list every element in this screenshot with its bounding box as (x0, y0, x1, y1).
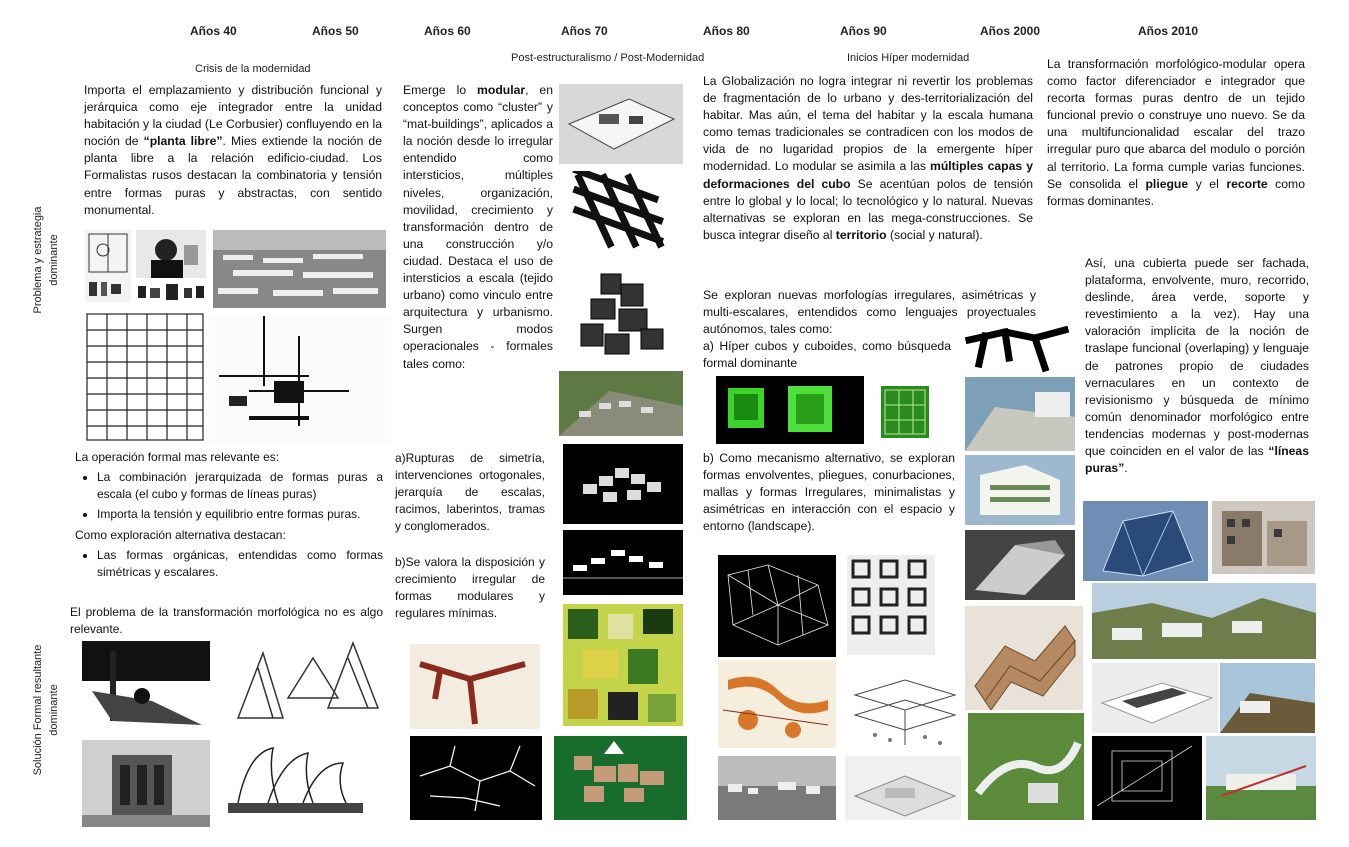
color-squares-painting (563, 604, 683, 726)
green-brown-plan (554, 736, 687, 820)
modular-term: modular (477, 83, 526, 97)
cluster-model (561, 264, 683, 364)
territorio-term: territorio (835, 227, 887, 242)
exploded-axonometric (845, 665, 961, 753)
square-pattern-grid (847, 555, 935, 655)
decade-header: Años 90 (840, 24, 887, 38)
row-label-solution (30, 630, 62, 790)
row-label-solution-line2: dominante (48, 684, 60, 736)
recorte-term: recorte (1226, 176, 1268, 191)
minimal-model (1092, 663, 1218, 733)
col1-operations (75, 449, 383, 584)
russian-constructivist-model (82, 641, 210, 731)
multiple-layers-term: múltiples capas y deformaciones del cubo (703, 159, 1033, 191)
green-hyper-cube-3 (871, 380, 939, 444)
row-label-solution-line1: Solución Formal resultante (32, 644, 44, 776)
decade-header: Años 50 (312, 24, 359, 38)
decade-header: Años 40 (190, 24, 237, 38)
white-house-landscape (1206, 736, 1316, 820)
black-network-plan (410, 736, 542, 820)
decade-header: Años 60 (424, 24, 471, 38)
black-fold-icon (965, 326, 1069, 376)
col3-paragraph: La Globalización no logra integrar ni revertir los problemas de fragmentación de lo urbano y des-territorialización del habitar. Mas aún, el tema del habitar y la escala humana como temas tradicionales se contradicen con los modos de vida de no lugaridad propios de la emergente híper modernidad. Lo modular se asimila a las múltiples capas y deformaciones del cubo Se acentúan polos de tensión entre lo global y lo local; lo tecnológico y lo natural. Nuevas alternativas se exploran en las mega-construcciones. Se busca integrar diseño al territorio (social y natural). (703, 74, 1034, 242)
decade-header: Años 80 (703, 24, 750, 38)
white-building (965, 455, 1075, 525)
hanging-structure (563, 530, 683, 595)
green-landscape-building (968, 713, 1084, 820)
operations-title: La operación formal mas relevante es: (75, 450, 280, 464)
terraced-housing (559, 371, 683, 436)
row-label-problem (30, 190, 62, 330)
row-label-problem-line2: dominante (48, 234, 60, 286)
twisted-model (965, 530, 1075, 600)
le-corbusier-diagram (85, 230, 131, 302)
list-item: • La combinación jerarquizada de formas puras a escala (el cubo y formas de líneas puras) (97, 469, 383, 503)
portrait-photo (136, 230, 206, 278)
decade-header: Años 70 (561, 24, 608, 38)
col2-item-a: a)Rupturas de simetría, intervenciones ortogonales, jerarquía de escalas, racimos, laberintos, tramas y conglomerados. (395, 451, 545, 533)
white-model-bottom (845, 756, 961, 820)
col2-item-b: b)Se valora la disposición y crecimiento irregular de formas modulares y regulares mínimas. (395, 555, 545, 620)
planta-libre-term: “planta libre” (143, 134, 223, 149)
col4-paragraph-2: Así, una cubierta puede ser fachada, plataforma, envolvente, muro, recorrido, deslinde, área verde, soporte y revestimiento a la vez). Hay una valoración implícita de la noción de traslape funcional (overlaping) y lenguaje de patrones propio de ciudades vernaculares en un contexto de revisionismo y búsqueda de mínimo común denominador morfológico entre tendencias modernas y post-modernas que coinciden en el valor de las “líneas puras”. (1085, 256, 1309, 476)
mesh-topography (718, 555, 836, 657)
col3-item-a: a) Híper cubos y cuboides, como búsqueda formal dominante (703, 339, 951, 371)
green-hyper-cube-1 (716, 376, 864, 444)
monumental-building (82, 740, 210, 827)
woven-mat-building (561, 171, 681, 256)
decade-header: Años 2000 (980, 24, 1041, 38)
decade-header: Años 2010 (1138, 24, 1199, 38)
habitat-67-model (563, 444, 683, 524)
alternative-title: Como exploración alternativa destacan: (75, 528, 286, 542)
grid-plan (85, 312, 205, 442)
landscape-village (718, 756, 836, 820)
urban-cluster-plan (410, 644, 540, 729)
night-site-plan (1092, 736, 1202, 820)
col1-closing: El problema de la transformación morfológica no es algo relevante. (70, 605, 383, 636)
orange-urban-map (718, 660, 836, 748)
lineas-puras-term: “líneas puras” (1085, 444, 1309, 476)
list-item: • Las formas orgánicas, entendidas como formas simétricas y escalares. (97, 547, 383, 581)
col1-paragraph: Importa el emplazamiento y distribución funcional y jerárquica como eje integrador entre la unidad habitación y la ciudad (Le Corbusier) confluyendo en la noción de “planta libre”. Mies extiende la noción de planta libre a la relación edificio-ciudad. Los Formalistas rusos destacan la combinatoria y tensión entre formas puras y abstractas, con sentido monumental. (84, 83, 382, 217)
cliff-town-photo (1092, 583, 1316, 659)
col4-paragraph: La transformación morfológico-modular opera como factor diferenciador e integrador que recorta formas puras dentro de un tejido funcional previo o construye uno nuevo. Se da una multifuncionalidad escalar del trazo irregular puro que abarca del modulo o porción al territorio. La forma cumple varias funciones. Se consolida el pliegue y el recorte como formas dominantes. (1047, 57, 1305, 208)
blue-glass-building (1083, 501, 1208, 581)
col3-paragraph-2: Se exploran nuevas morfologías irregulares, asimétricas y multi-escalares, entendidos como lenguajes proyectuales autónomos, tales como: (703, 288, 1036, 337)
col3-item-b: b) Como mecanismo alternativo, se exploran formas envolventes, pliegues, conurbaciones, mallas y formas Irregulares, minimalistas y asimétricas en interacción con el espacio y entorno (landscape). (703, 451, 955, 534)
era-label-hyper-modernity: Inicios Híper modernidad (847, 52, 970, 64)
row-label-problem-line1: Problema y estrategia (32, 206, 44, 314)
list-item: • Importa la tensión y equilibrio entre formas puras. (97, 506, 383, 523)
modular-model-1 (559, 84, 683, 164)
mies-plan (209, 316, 391, 444)
col2-paragraph: Emerge lo modular, en conceptos como “cluster” y “mat-buildings”, aplicados a la noción desde lo irregular entendido como intersticios, múltiples niveles, organización, movilidad, crecimiento y transformación dentro de una construcción y/o ciudad. Destaca el uso de intersticios a escala (tejido urbano) como vinculo entre arquitectura y urbanismo. Surgen modos operacionales - formales tales como: (403, 83, 553, 371)
hill-house (1220, 663, 1315, 733)
era-label-post-modernity: Post-estructuralismo / Post-Modernidad (511, 52, 705, 64)
folded-stair-model (965, 606, 1083, 710)
concrete-building (1212, 501, 1315, 574)
formalist-sketches (136, 282, 206, 304)
triangular-drawings (228, 638, 384, 726)
sydney-opera-sketch (218, 733, 374, 826)
era-label-crisis: Crisis de la modernidad (195, 63, 311, 75)
terrace-building-photo (965, 377, 1075, 451)
city-model-photo (213, 230, 386, 308)
pliegue-term: pliegue (1145, 176, 1189, 191)
